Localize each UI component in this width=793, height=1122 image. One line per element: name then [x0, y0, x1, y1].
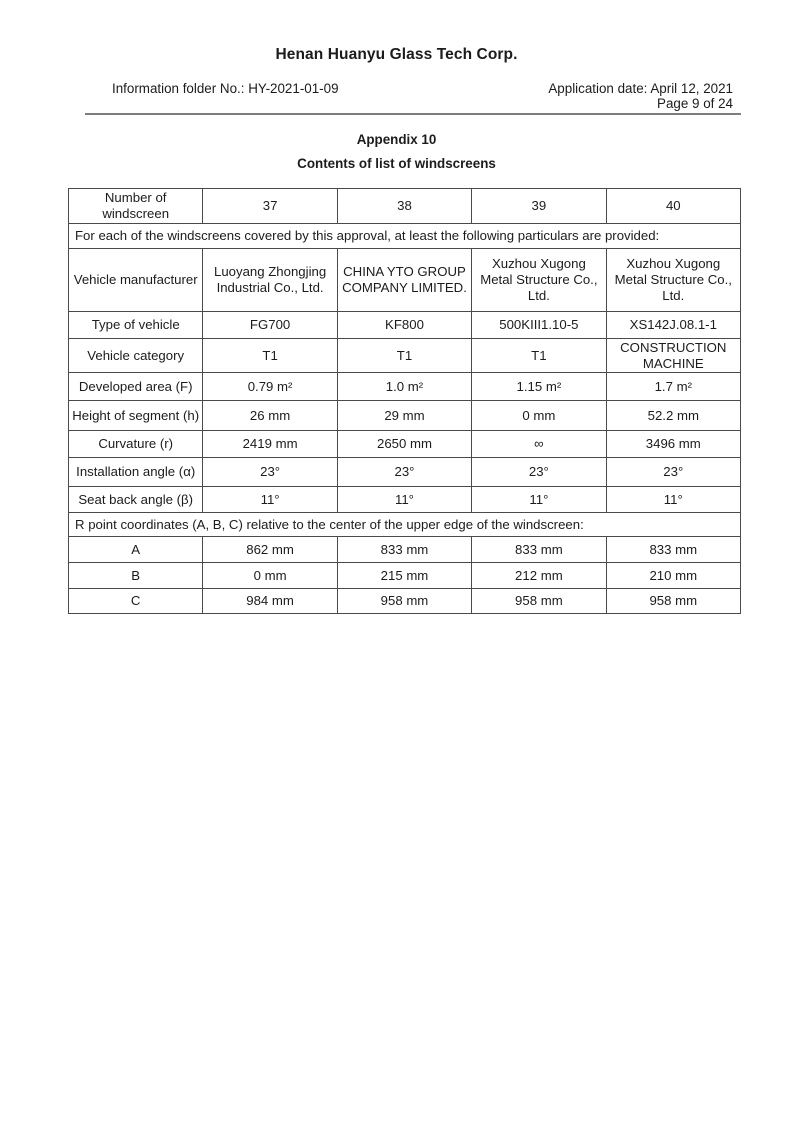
value-cell: 2419 mm — [203, 431, 337, 458]
value-cell: T1 — [203, 338, 337, 373]
value-cell: 38 — [337, 189, 471, 224]
row-label: Type of vehicle — [69, 311, 203, 338]
particulars-note: For each of the windscreens covered by this approval, at least the following particulars are provided: — [69, 223, 741, 248]
value-cell: 984 mm — [203, 589, 337, 614]
value-cell: CHINA YTO GROUP COMPANY LIMITED. — [337, 248, 471, 311]
value-cell: 862 mm — [203, 537, 337, 563]
row-label: Curvature (r) — [69, 431, 203, 458]
value-cell: KF800 — [337, 311, 471, 338]
value-cell: 958 mm — [472, 589, 606, 614]
value-cell: ∞ — [472, 431, 606, 458]
coord-label: B — [69, 563, 203, 589]
company-title: Henan Huanyu Glass Tech Corp. — [275, 46, 518, 63]
value-cell: 11° — [472, 487, 606, 513]
value-cell: CONSTRUCTION MACHINE — [606, 338, 740, 373]
table-row — [69, 563, 741, 589]
value-cell: 833 mm — [606, 537, 740, 563]
table-row — [69, 373, 741, 401]
document-meta — [112, 81, 733, 111]
value-cell: 52.2 mm — [606, 401, 740, 431]
row-label: Height of segment (h) — [69, 401, 203, 431]
value-cell: 833 mm — [472, 537, 606, 563]
meta-right-block — [548, 81, 733, 111]
table-row — [69, 458, 741, 487]
value-cell: 958 mm — [606, 589, 740, 614]
page-number: Page 9 of 24 — [657, 96, 733, 111]
table-row — [69, 401, 741, 431]
table-row — [69, 487, 741, 513]
value-cell: 2650 mm — [337, 431, 471, 458]
value-cell: 29 mm — [337, 401, 471, 431]
value-cell: 215 mm — [337, 563, 471, 589]
table-row — [69, 513, 741, 537]
value-cell: 0.79 m² — [203, 373, 337, 401]
value-cell: 833 mm — [337, 537, 471, 563]
value-cell: 210 mm — [606, 563, 740, 589]
value-cell: 40 — [606, 189, 740, 224]
coord-label: A — [69, 537, 203, 563]
table-row — [69, 189, 741, 224]
value-cell: 1.0 m² — [337, 373, 471, 401]
row-label: Vehicle category — [69, 338, 203, 373]
value-cell: 11° — [606, 487, 740, 513]
value-cell: 23° — [337, 458, 471, 487]
table-row — [69, 248, 741, 311]
value-cell: 958 mm — [337, 589, 471, 614]
table-row — [69, 223, 741, 248]
r-point-note: R point coordinates (A, B, C) relative to the center of the upper edge of the windscreen: — [69, 513, 741, 537]
value-cell: 37 — [203, 189, 337, 224]
table-row — [69, 431, 741, 458]
coord-label: C — [69, 589, 203, 614]
application-date: Application date: April 12, 2021 — [548, 81, 733, 96]
appendix-title: Appendix 10 — [356, 132, 437, 147]
row-label: Installation angle (α) — [69, 458, 203, 487]
value-cell: 3496 mm — [606, 431, 740, 458]
value-cell: T1 — [472, 338, 606, 373]
value-cell: 1.7 m² — [606, 373, 740, 401]
value-cell: Xuzhou Xugong Metal Structure Co., Ltd. — [606, 248, 740, 311]
table-row — [69, 589, 741, 614]
row-label: Developed area (F) — [69, 373, 203, 401]
value-cell: 23° — [606, 458, 740, 487]
value-cell: T1 — [337, 338, 471, 373]
table-row — [69, 311, 741, 338]
value-cell: 11° — [203, 487, 337, 513]
windscreen-table-body — [69, 189, 741, 614]
table-row — [69, 537, 741, 563]
windscreen-spec-table — [68, 188, 741, 614]
value-cell: 0 mm — [203, 563, 337, 589]
windscreen-number-label: Number of windscreen — [69, 189, 203, 224]
value-cell: XS142J.08.1-1 — [606, 311, 740, 338]
value-cell: 23° — [472, 458, 606, 487]
value-cell: 23° — [203, 458, 337, 487]
value-cell: 26 mm — [203, 401, 337, 431]
value-cell: Luoyang Zhongjing Industrial Co., Ltd. — [203, 248, 337, 311]
value-cell: 500KIII1.10-5 — [472, 311, 606, 338]
table-row — [69, 338, 741, 373]
value-cell: FG700 — [203, 311, 337, 338]
value-cell: 0 mm — [472, 401, 606, 431]
value-cell: 212 mm — [472, 563, 606, 589]
row-label: Vehicle manufacturer — [69, 248, 203, 311]
value-cell: Xuzhou Xugong Metal Structure Co., Ltd. — [472, 248, 606, 311]
document-subtitle: Contents of list of windscreens — [297, 156, 496, 171]
value-cell: 1.15 m² — [472, 373, 606, 401]
header-divider — [85, 113, 741, 115]
info-folder-number: Information folder No.: HY-2021-01-09 — [112, 81, 339, 96]
value-cell: 39 — [472, 189, 606, 224]
value-cell: 11° — [337, 487, 471, 513]
row-label: Seat back angle (β) — [69, 487, 203, 513]
